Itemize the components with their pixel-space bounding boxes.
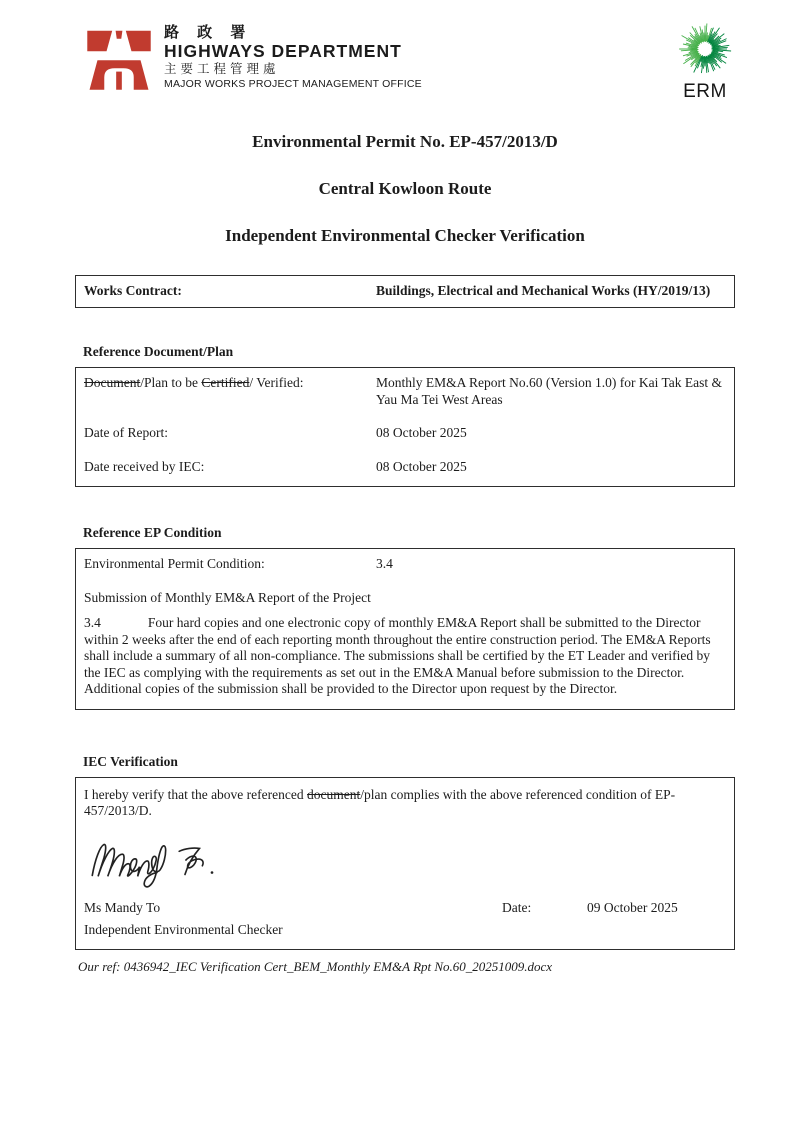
table-row — [76, 368, 734, 415]
works-contract-value: Buildings, Electrical and Mechanical Works (HY/2019/13) — [376, 283, 711, 298]
section-heading-iec-verification: IEC Verification — [83, 753, 178, 769]
highways-department-text — [164, 24, 422, 92]
date-value: 09 October 2025 — [587, 899, 678, 915]
section-heading-reference-ep: Reference EP Condition — [83, 525, 222, 541]
office-name-english: MAJOR WORKS PROJECT MANAGEMENT OFFICE — [164, 78, 422, 91]
verification-statement — [76, 778, 734, 820]
works-contract-table — [75, 275, 735, 308]
title-environmental-permit: Environmental Permit No. EP-457/2013/D — [252, 132, 558, 151]
reference-document-table — [75, 367, 735, 487]
struck-word-document: Document — [84, 375, 141, 391]
document-plan-value: Monthly EM&A Report No.60 (Version 1.0) for Kai Tak East & Yau Ma Tei West Areas — [376, 375, 723, 407]
highways-department-logo-icon — [85, 24, 153, 92]
ep-condition-label: Environmental Permit Condition: — [84, 556, 265, 572]
table-row — [76, 276, 734, 307]
title-project-name: Central Kowloon Route — [318, 179, 492, 198]
label-text: /Plan to be — [140, 375, 202, 391]
signature-area — [76, 820, 734, 894]
table-row — [76, 415, 734, 448]
page-header — [0, 0, 794, 103]
signatory-name: Ms Mandy To — [84, 899, 161, 915]
handwritten-signature — [84, 832, 256, 888]
ep-condition-table — [75, 548, 735, 709]
document-plan-label — [76, 368, 376, 415]
clause-text: Four hard copies and one electronic copy of monthly EM&A Report shall be submitted to the Director within 2 weeks after the end of each reporting month throughout the entire construction period. The EM&A Reports shall include a summary of all non-compliance. The submissions shall be certified by the ET Leader and verified by the IEC as complying with the requirements as set out in the EM&A Manual before submission to the Director. Additional copies of the submission shall be provided to the Director upon request by the Director. — [84, 615, 711, 697]
signatory-row — [76, 894, 734, 918]
statement-text: I hereby verify that the above referenced — [84, 786, 308, 802]
statement-text: /plan complies with the above referenced condition of EP-457/2013/D. — [84, 786, 676, 819]
date-received-label: Date received by IEC: — [84, 458, 205, 474]
struck-word-document: document — [307, 786, 361, 802]
date-of-report-value: 08 October 2025 — [376, 425, 467, 441]
highways-department-block — [85, 24, 422, 92]
our-ref-line: Our ref: 0436942_IEC Verification Cert_BEM_Monthly EM&A Rpt No.60_20251009.docx — [78, 958, 553, 974]
iec-verification-box — [75, 777, 735, 950]
ep-condition-clause — [76, 606, 734, 708]
table-row — [76, 449, 734, 486]
erm-logo-block — [676, 22, 734, 103]
signatory-title: Independent Environmental Checker — [84, 922, 283, 938]
title-document-type: Independent Environmental Checker Verification — [225, 226, 585, 245]
ep-condition-value: 3.4 — [376, 556, 393, 572]
ep-condition-subheading: Submission of Monthly EM&A Report of the Project — [84, 589, 371, 605]
label-text: / Verified: — [249, 375, 304, 391]
date-label: Date: — [502, 899, 532, 915]
erm-logo-label: ERM — [683, 81, 727, 102]
date-received-value: 08 October 2025 — [376, 458, 467, 474]
dept-name-english: HIGHWAYS DEPARTMENT — [164, 40, 402, 61]
table-row — [76, 549, 734, 579]
section-heading-reference-document: Reference Document/Plan — [83, 344, 234, 360]
date-of-report-label: Date of Report: — [84, 425, 168, 441]
office-name-chinese: 主要工程管理處 — [164, 62, 280, 77]
dept-name-chinese: 路 政 署 — [164, 24, 253, 41]
erm-sunburst-icon — [676, 22, 734, 80]
clause-number: 3.4 — [84, 615, 101, 631]
works-contract-label: Works Contract: — [84, 283, 182, 298]
struck-word-certified: Certified — [201, 375, 250, 391]
